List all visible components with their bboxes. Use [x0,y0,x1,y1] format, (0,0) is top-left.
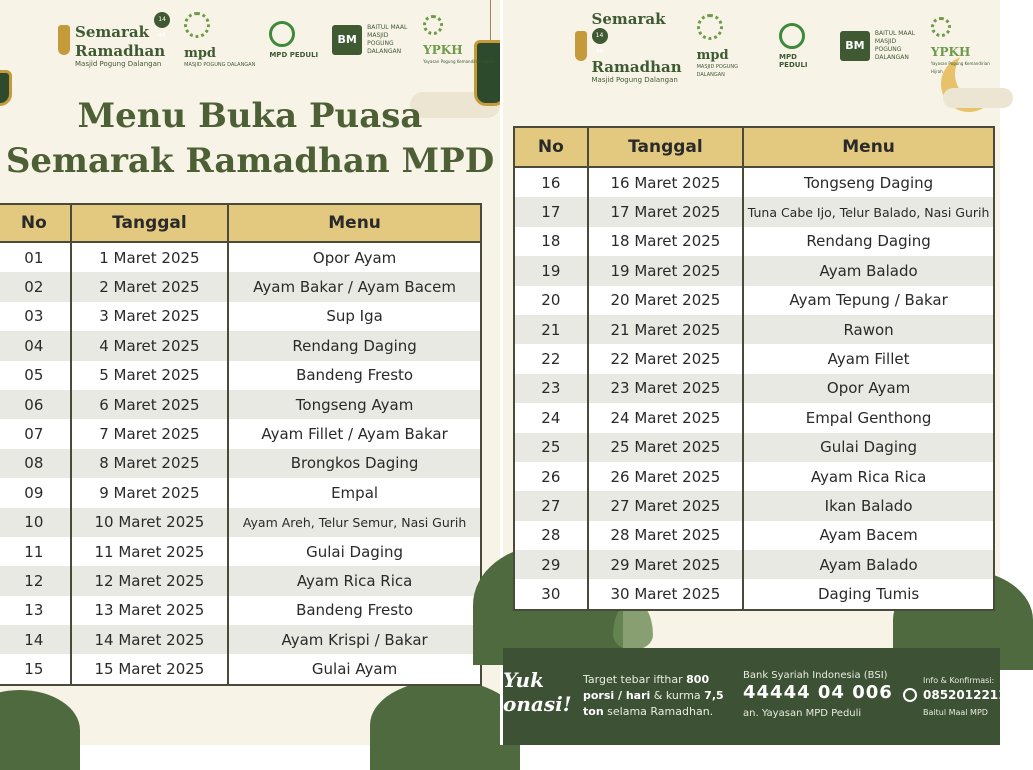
table-row [0,625,481,654]
ypkh-sub-text: Yayasan Pogung Kemandirian Hijrah [930,60,990,74]
table-row [514,315,994,344]
cell-tanggal: 25 Maret 2025 [588,433,743,462]
target-text: selama Ramadhan. [603,705,714,718]
header-tanggal: Tanggal [71,204,228,242]
table-row [0,566,481,595]
cell-no: 11 [0,537,71,566]
baitul-maal-logo [840,30,917,62]
table-row [0,390,481,419]
table-row [0,596,481,625]
cell-no: 15 [0,654,71,684]
mpd-peduli-icon [269,21,295,47]
cell-no: 03 [0,302,71,331]
cell-menu: Ayam Krispi / Bakar [228,625,481,654]
cell-no: 06 [0,390,71,419]
cell-tanggal: 2 Maret 2025 [71,272,228,301]
cell-menu: Bandeng Fresto [228,361,481,390]
table-row [514,197,994,226]
cell-menu: Gulai Daging [743,433,994,462]
cell-menu: Ayam Fillet [743,344,994,373]
logo-ramadhan-text: Ramadhan [591,57,682,76]
header-menu: Menu [743,127,994,167]
cell-no: 04 [0,331,71,360]
table-row [514,550,994,579]
cell-no: 09 [0,478,71,507]
cell-tanggal: 20 Maret 2025 [588,286,743,315]
table-row [0,419,481,448]
mpd-text: mpd [184,45,217,61]
logo-semarak-sub: Masjid Pogung Dalangan [75,60,162,68]
table-row [0,361,481,390]
mpd-text: mpd [696,47,729,63]
cell-no: 28 [514,521,588,550]
cell-no: 25 [514,433,588,462]
cell-tanggal: 22 Maret 2025 [588,344,743,373]
cloud-decoration [943,88,1013,108]
account-number: 44444 04 006 [743,682,893,703]
table-row [514,462,994,491]
cell-no: 02 [0,272,71,301]
table-row [514,521,994,550]
left-panel [0,0,500,745]
cell-no: 12 [0,566,71,595]
cell-menu: Rendang Daging [743,227,994,256]
cell-tanggal: 6 Maret 2025 [71,390,228,419]
cell-no: 30 [514,579,588,609]
cell-no: 26 [514,462,588,491]
table-row [0,508,481,537]
cell-menu: Empal [228,478,481,507]
contact-phone: 08520122111 [923,688,1015,702]
donation-call-line2: onasi! [503,692,572,716]
target-kurma: 7,5 ton [583,689,724,718]
table-row [514,227,994,256]
cell-menu: Empal Genthong [743,403,994,432]
cell-tanggal: 13 Maret 2025 [71,596,228,625]
cell-menu: Tongseng Ayam [228,390,481,419]
ypkh-text: YPKH [423,42,463,57]
header-no: No [514,127,588,167]
cell-tanggal: 5 Maret 2025 [71,361,228,390]
ypkh-logo [423,15,495,66]
cell-tanggal: 4 Maret 2025 [71,331,228,360]
cell-tanggal: 23 Maret 2025 [588,374,743,403]
cell-menu: Brongkos Daging [228,449,481,478]
info-label: Info & Konfirmasi: [923,676,995,685]
cell-menu: Tuna Cabe Ijo, Telur Balado, Nasi Gurih [743,197,994,226]
header-no: No [0,204,71,242]
lantern-icon [575,31,587,61]
bm-text: BAITUL MAAL MASJID POGUNG DALANGAN [874,30,916,61]
cell-no: 24 [514,403,588,432]
table-row [514,433,994,462]
cell-no: 01 [0,242,71,272]
page-title-line1: Menu Buka Puasa [77,96,423,136]
cell-menu: Tongseng Daging [743,167,994,197]
mpd-logo [697,14,765,79]
table-header-row [514,127,994,167]
cell-menu: Opor Ayam [743,374,994,403]
cell-tanggal: 12 Maret 2025 [71,566,228,595]
cell-menu: Sup Iga [228,302,481,331]
bm-text: BAITUL MAAL MASJID POGUNG DALANGAN [367,24,408,55]
cell-tanggal: 28 Maret 2025 [588,521,743,550]
cell-menu: Gulai Ayam [228,654,481,684]
cell-tanggal: 21 Maret 2025 [588,315,743,344]
donation-call [503,668,571,716]
cell-tanggal: 26 Maret 2025 [588,462,743,491]
cell-tanggal: 8 Maret 2025 [71,449,228,478]
plant-decoration [370,680,520,770]
cell-no: 18 [514,227,588,256]
cell-menu: Ayam Bakar / Ayam Bacem [228,272,481,301]
ypkh-ring-icon [931,17,951,37]
header-menu: Menu [228,204,481,242]
ypkh-text: YPKH [930,44,971,59]
mpd-peduli-text: MPD PEDULI [269,51,319,59]
table-row [514,403,994,432]
cell-no: 27 [514,491,588,520]
cell-no: 08 [0,449,71,478]
cell-tanggal: 30 Maret 2025 [588,579,743,609]
table-row [0,537,481,566]
ypkh-logo [931,17,1000,76]
mpd-peduli-logo [779,23,826,69]
cell-no: 13 [0,596,71,625]
page-title-line2: Semarak Ramadhan MPD [5,141,495,181]
header-tanggal: Tanggal [588,127,743,167]
table-row [0,302,481,331]
cell-no: 23 [514,374,588,403]
lantern-icon [58,25,70,55]
cell-menu: Ayam Fillet / Ayam Bakar [228,419,481,448]
logo-ramadhan-text: Ramadhan [75,42,166,60]
cell-menu: Ikan Balado [743,491,994,520]
table-row [514,491,994,520]
mpd-peduli-icon [779,23,805,49]
account-holder: an. Yayasan MPD Peduli [743,708,862,719]
cell-menu: Opor Ayam [228,242,481,272]
cell-tanggal: 18 Maret 2025 [588,227,743,256]
cell-menu: Ayam Bacem [743,521,994,550]
year-badge: 14 46 [592,28,608,44]
cell-tanggal: 29 Maret 2025 [588,550,743,579]
table-row [0,242,481,272]
ypkh-ring-icon [423,15,443,35]
cell-menu: Daging Tumis [743,579,994,609]
mpd-sub-text: MASJID POGUNG DALANGAN [184,61,256,68]
table-row [514,286,994,315]
table-row [0,331,481,360]
cell-menu: Ayam Balado [743,256,994,285]
table-row [0,449,481,478]
menu-table-right [513,126,995,611]
cell-tanggal: 19 Maret 2025 [588,256,743,285]
cell-no: 19 [514,256,588,285]
bm-mark: BM [332,25,362,55]
logo-semarak-text: Semarak [75,23,149,41]
cell-no: 21 [514,315,588,344]
logo-semarak-text: Semarak [591,9,666,28]
table-row [514,344,994,373]
cell-no: 16 [514,167,588,197]
cell-tanggal: 3 Maret 2025 [71,302,228,331]
cell-tanggal: 27 Maret 2025 [588,491,743,520]
cell-menu: Ayam Balado [743,550,994,579]
baitul-maal-logo [332,24,409,56]
cell-menu: Ayam Areh, Telur Semur, Nasi Gurih [228,508,481,537]
mpd-logo [184,12,255,69]
cell-menu: Gulai Daging [228,537,481,566]
table-header-row [0,204,481,242]
table-row [514,374,994,403]
logo-bar [58,14,495,66]
cell-menu: Ayam Tepung / Bakar [743,286,994,315]
table-row [514,256,994,285]
table-row [0,478,481,507]
mpd-peduli-logo [269,21,318,59]
logo-bar-right [575,9,1000,84]
mpd-ring-icon [184,12,210,38]
mpd-sub-text: MASJID POGUNG DALANGAN [696,63,739,78]
target-text: & kurma [650,689,705,702]
year-badge: 14 46 [154,12,170,28]
cell-tanggal: 7 Maret 2025 [71,419,228,448]
target-text: Target tebar ifthar [583,673,687,686]
cell-no: 20 [514,286,588,315]
table-row [0,272,481,301]
cell-menu: Rendang Daging [228,331,481,360]
donation-target [583,672,733,720]
cell-tanggal: 15 Maret 2025 [71,654,228,684]
contact-org: Baitul Maal MPD [923,708,988,717]
right-panel [503,0,1015,745]
semarak-ramadhan-logo [58,12,170,68]
cell-tanggal: 11 Maret 2025 [71,537,228,566]
cell-no: 10 [0,508,71,537]
cell-menu: Ayam Rica Rica [228,566,481,595]
cell-no: 29 [514,550,588,579]
cell-menu: Ayam Rica Rica [743,462,994,491]
bm-mark: BM [840,31,870,61]
cell-tanggal: 14 Maret 2025 [71,625,228,654]
cell-no: 14 [0,625,71,654]
whatsapp-icon [903,688,917,702]
table-row [0,654,481,684]
table-row [514,167,994,197]
cell-tanggal: 9 Maret 2025 [71,478,228,507]
semarak-ramadhan-logo [575,9,683,84]
cell-tanggal: 1 Maret 2025 [71,242,228,272]
table-row [514,579,994,609]
menu-table-left [0,203,482,686]
cell-no: 17 [514,197,588,226]
logo-semarak-sub: Masjid Pogung Dalangan [591,75,678,84]
donation-footer [503,648,1015,745]
mpd-ring-icon [697,14,723,40]
mpd-peduli-text: MPD PEDULI [779,53,808,69]
cell-no: 07 [0,419,71,448]
plant-decoration [0,690,80,770]
target-porsi: 800 porsi / hari [583,673,710,702]
cell-tanggal: 16 Maret 2025 [588,167,743,197]
cell-tanggal: 17 Maret 2025 [588,197,743,226]
bank-name: Bank Syariah Indonesia (BSI) [743,670,888,681]
donation-call-line1: Yuk [503,668,544,692]
cell-no: 05 [0,361,71,390]
cell-tanggal: 10 Maret 2025 [71,508,228,537]
ypkh-sub-text: Yayasan Pogung Kemandirian Hijrah [423,58,496,64]
cell-menu: Rawon [743,315,994,344]
cell-menu: Bandeng Fresto [228,596,481,625]
cell-tanggal: 24 Maret 2025 [588,403,743,432]
cell-no: 22 [514,344,588,373]
